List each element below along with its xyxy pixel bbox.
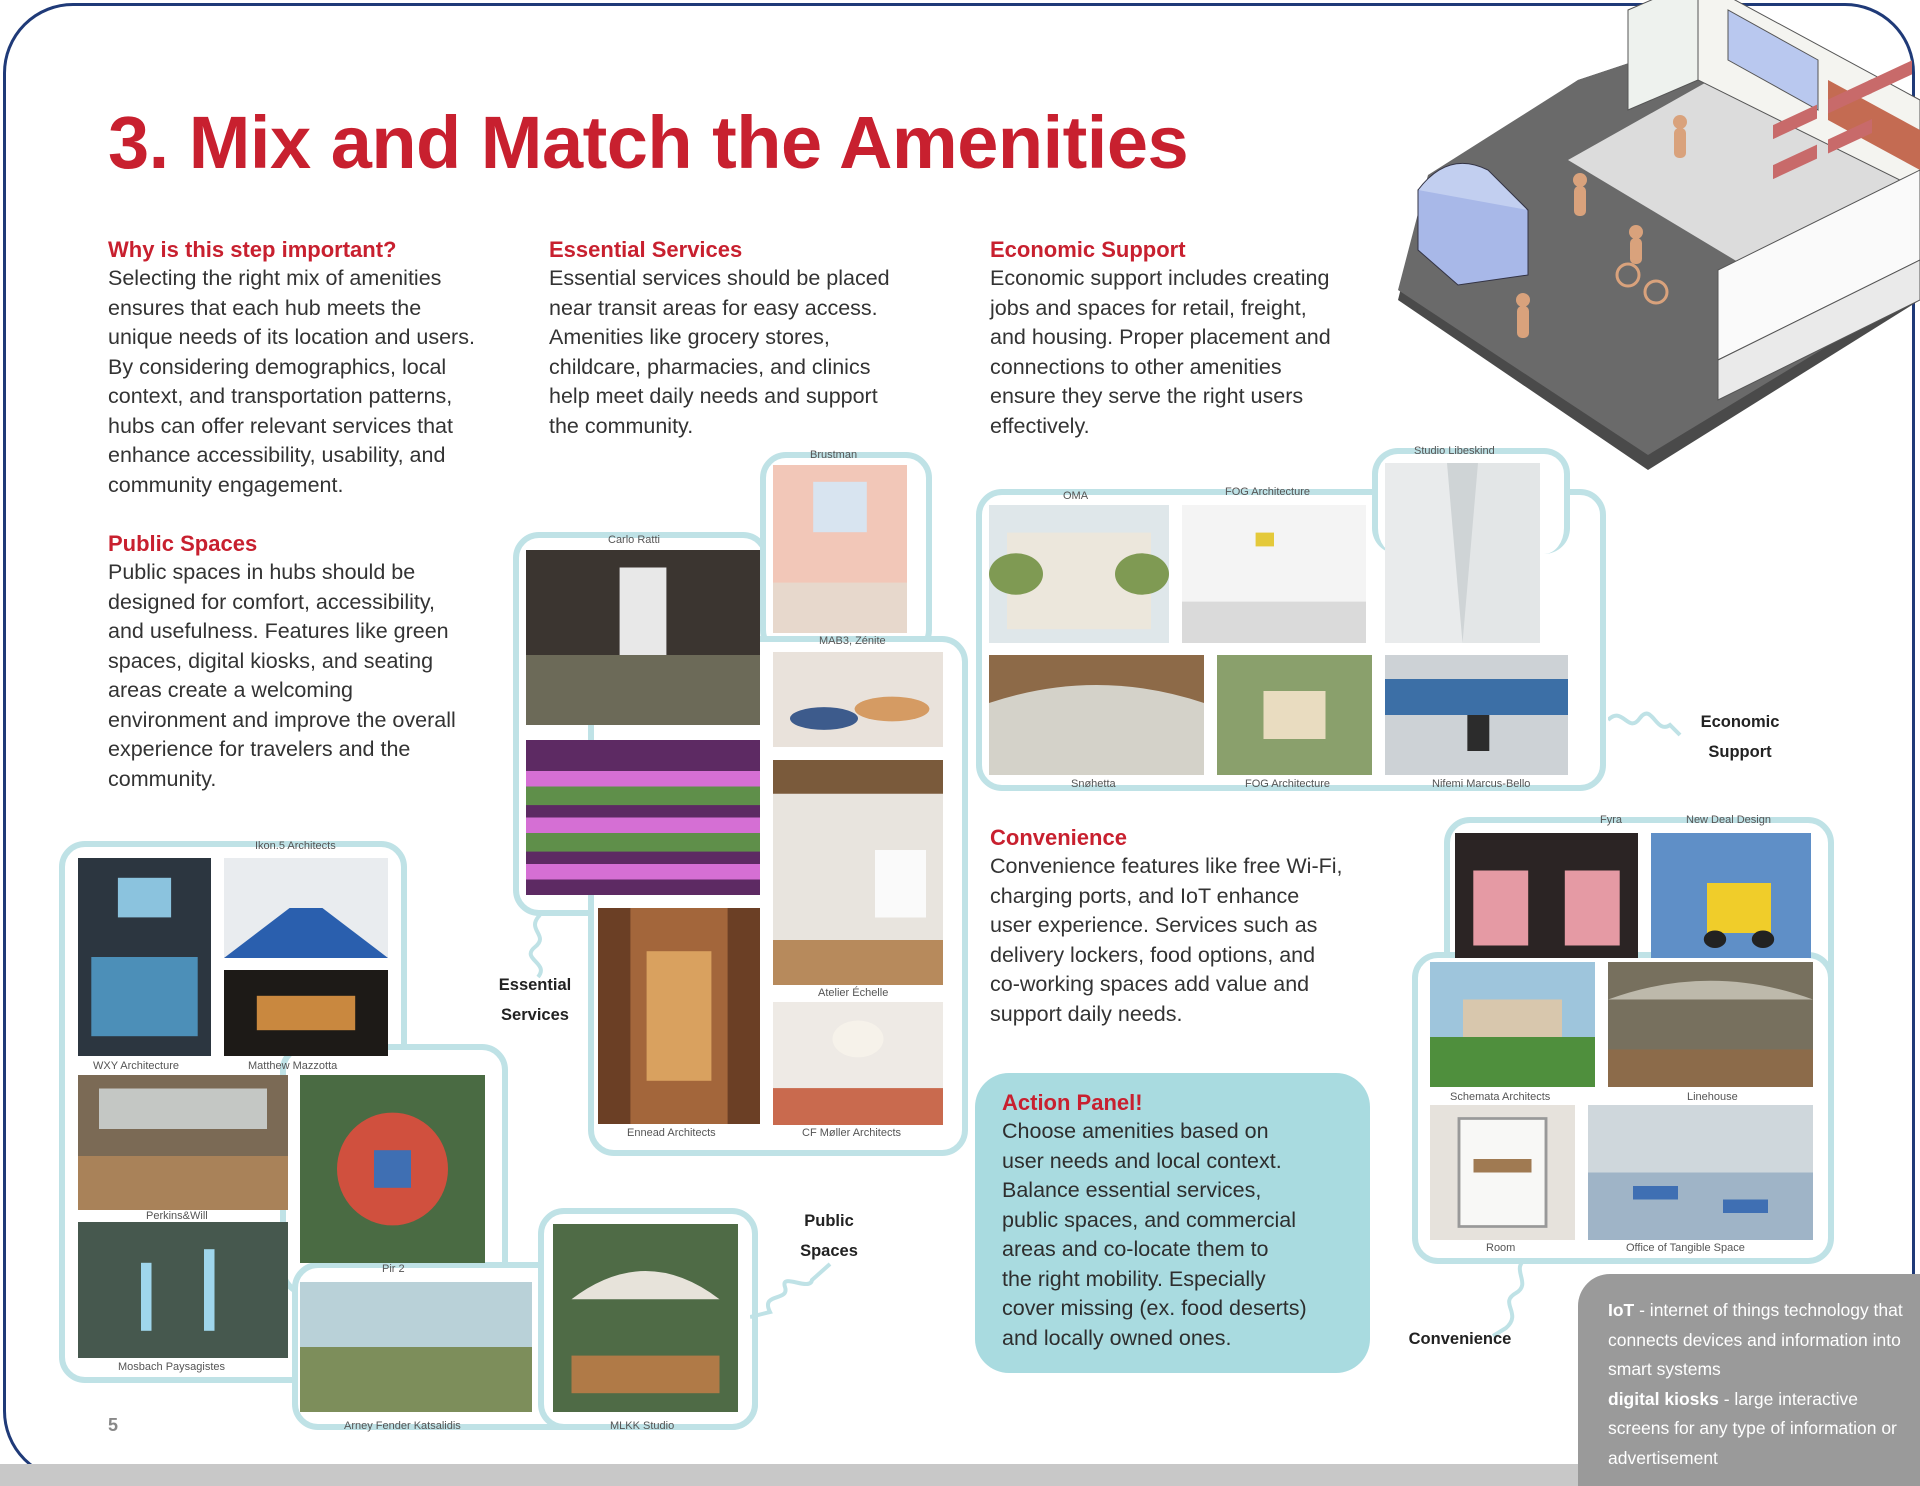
photo-fog-kiosk [1217, 655, 1372, 775]
caption-schemata: Schemata Architects [1450, 1091, 1551, 1103]
caption-new-deal-design: New Deal Design [1686, 814, 1771, 826]
public-heading: Public Spaces [108, 531, 258, 556]
essential-body: Essential services should be placed near transit areas for easy access. Amenities like grocery stores, childcare, pharmacies, and clinics help meet daily needs and support the community. [549, 266, 890, 438]
essential-heading: Essential Services [549, 237, 743, 262]
caption-wxy: WXY Architecture [93, 1060, 179, 1072]
caption-room: Room [1486, 1242, 1516, 1254]
caption-arney-fender: Arney Fender Katsalidis [344, 1420, 461, 1432]
photo-robot-kitchen [526, 550, 760, 725]
caption-matthew-mazzotta: Matthew Mazzotta [248, 1060, 338, 1072]
caption-mosbach: Mosbach Paysagistes [118, 1361, 225, 1373]
photo-clinic [773, 760, 943, 985]
convenience-body: Convenience features like free Wi-Fi, charging ports, and IoT enhance user experience. Services such as delivery lockers, food options, and co-working spaces add value and support daily needs. [990, 854, 1343, 1026]
photo-kiosk-table [78, 858, 211, 1056]
photo-marcus-bello [1385, 655, 1568, 775]
photo-green-pavilion [1430, 962, 1595, 1087]
caption-brustman: Brustman [810, 449, 858, 461]
glossary-text: IoT - internet of things technology that connects devices and information into smart systems digital kiosks - large interactive screens for any type of information or advertisement [1608, 1300, 1903, 1468]
photo-market-hall [1608, 962, 1813, 1087]
essential-services-label: Essential Services [498, 976, 572, 1024]
caption-ikon5: Ikon.5 Architects [255, 840, 336, 852]
photo-work-booth [1430, 1105, 1575, 1240]
photo-night-pavilion [224, 970, 388, 1056]
page-number: 5 [108, 1415, 119, 1435]
photo-corridor [224, 858, 388, 958]
caption-atelier-echelle: Atelier Échelle [818, 987, 889, 999]
caption-ennead: Ennead Architects [627, 1127, 716, 1139]
public-body: Public spaces in hubs should be designed for comfort, accessibility, and usefulness. Features like green spaces, digital kiosks, and seating areas create a welcoming environment and improve the overall experience for travelers and the community. [108, 560, 456, 791]
convenience-label: Convenience [1408, 1330, 1512, 1348]
caption-office-tangible-space: Office of Tangible Space [1626, 1242, 1745, 1254]
photo-lounge [773, 1002, 943, 1125]
photo-snohetta [989, 655, 1204, 775]
economic-support-label: Economic Support [1700, 713, 1780, 761]
public-spaces-label: Public Spaces [800, 1212, 858, 1260]
photo-garden-walk [300, 1282, 532, 1412]
why-heading: Why is this step important? [108, 237, 397, 262]
caption-fog-architecture-2: FOG Architecture [1245, 778, 1330, 790]
caption-studio-libeskind: Studio Libeskind [1414, 445, 1495, 457]
photo-lockers [1455, 833, 1638, 958]
caption-pir2: Pir 2 [382, 1263, 405, 1275]
caption-cf-moller: CF Møller Architects [802, 1127, 902, 1139]
economic-heading: Economic Support [990, 237, 1186, 262]
caption-perkins-will: Perkins&Will [146, 1210, 208, 1222]
caption-mlkk: MLKK Studio [610, 1420, 675, 1432]
photo-gym-hall [78, 1075, 288, 1210]
why-body: Selecting the right mix of amenities ensures that each hub meets the unique needs of its location and users. By considering demographics, local context, and transportation patterns, hubs can offer relevant services that enhance accessibility, usability, and community engagement. [108, 266, 475, 497]
caption-fog-architecture-1: FOG Architecture [1225, 486, 1310, 498]
economic-body: Economic support includes creating jobs and spaces for retail, freight, and housing. Proper placement and connections to other amenities ensure they serve the right users effectively. [990, 266, 1331, 438]
glossary-box [1578, 1274, 1920, 1486]
page-title: 3. Mix and Match the Amenities [108, 101, 1189, 184]
economic-arrow-icon [1608, 700, 1688, 750]
photo-playground-aerial [300, 1075, 485, 1263]
photo-atrium [598, 908, 760, 1124]
action-panel-body: Choose amenities based on user needs and local context. Balance essential services, public spaces, and commercial areas and co-locate them to the right mobility. Especially cover missing (ex. food deserts) and locally owned ones. [1002, 1119, 1307, 1350]
photo-fog-white-store [1182, 505, 1366, 643]
photo-delivery-robot [1651, 833, 1811, 958]
caption-carlo-ratti: Carlo Ratti [608, 534, 660, 546]
caption-fyra: Fyra [1600, 814, 1622, 826]
caption-linehouse: Linehouse [1687, 1091, 1738, 1103]
photo-oma-building [989, 505, 1169, 643]
action-panel-heading: Action Panel! [1002, 1090, 1143, 1115]
photo-canopy-bench [553, 1224, 738, 1412]
photo-wetland-lights [78, 1222, 288, 1358]
photo-childcare-room [773, 465, 907, 633]
photo-playroom [773, 652, 943, 747]
convenience-heading: Convenience [990, 825, 1127, 850]
caption-oma: OMA [1063, 490, 1089, 502]
caption-mab3: MAB3, Zénite [819, 635, 886, 647]
public-arrow-icon [750, 1262, 840, 1322]
photo-libeskind [1385, 463, 1540, 643]
photo-vertical-farm [526, 740, 760, 895]
photo-coworking-space [1588, 1105, 1813, 1240]
caption-nifemi: Nifemi Marcus-Bello [1432, 778, 1531, 790]
caption-snohetta: Snøhetta [1071, 778, 1116, 790]
